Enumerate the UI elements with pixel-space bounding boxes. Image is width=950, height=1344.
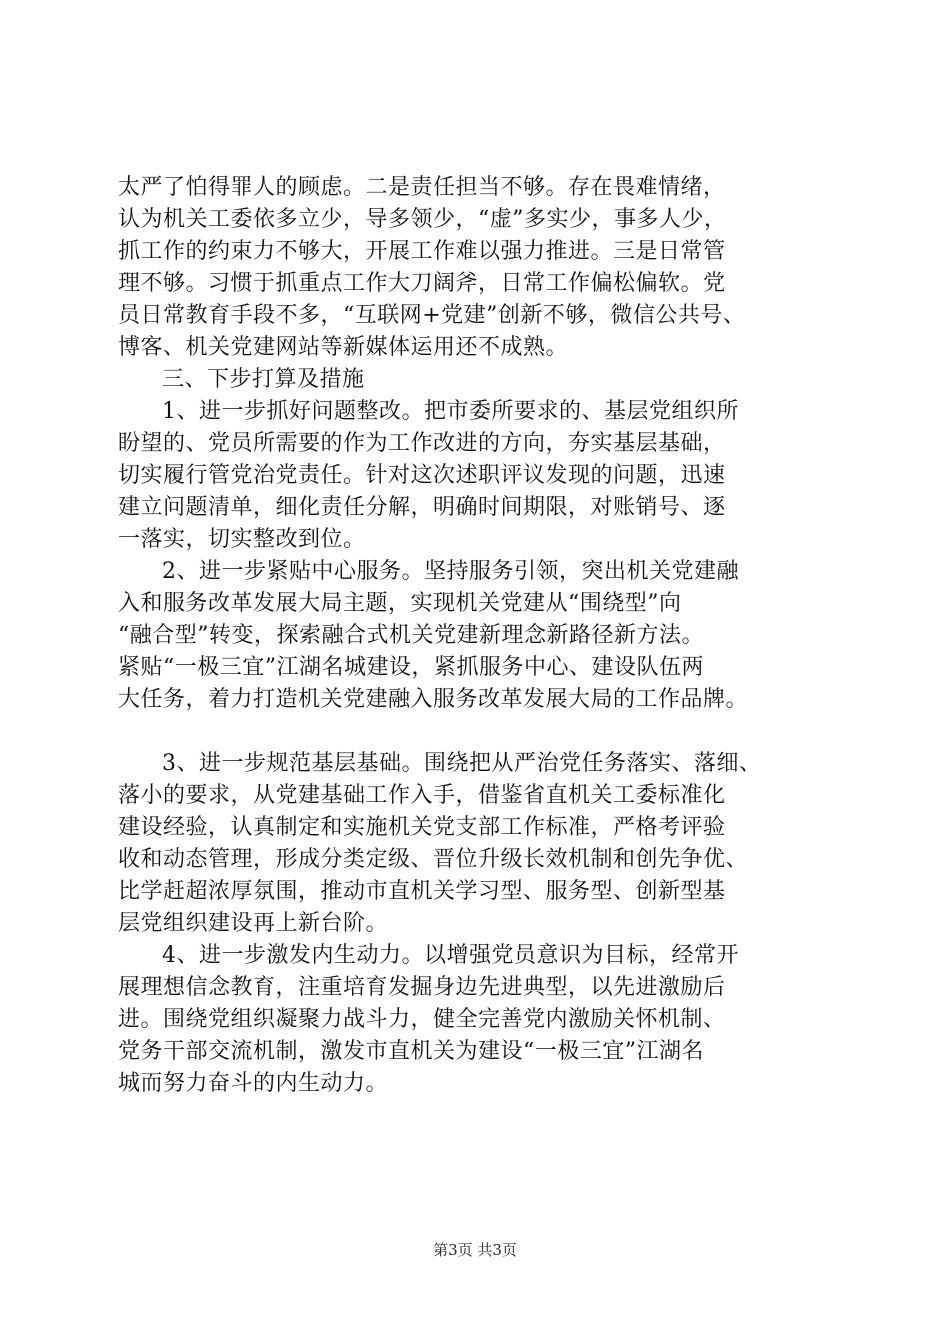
paragraph-line: 理不够。习惯于抓重点工作大刀阔斧，日常工作偏松偏软。党 — [118, 271, 726, 296]
paragraph-gap — [118, 716, 848, 748]
paragraph-line: 抓工作的约束力不够大，开展工作难以强力推进。三是日常管 — [118, 239, 726, 264]
paragraph-line: 入和服务改革发展大局主题，实现机关党建从“围绕型”向 — [118, 591, 682, 616]
page-number: 第3页 共3页 — [433, 1241, 517, 1259]
paragraph-line: 大任务，着力打造机关党建融入服务改革发展大局的工作品牌。 — [118, 687, 749, 712]
paragraph-line: 太严了怕得罪人的顾虑。二是责任担当不够。存在畏难情绪， — [118, 175, 726, 200]
paragraph-line: 层党组织建设再上新台阶。 — [118, 911, 389, 936]
paragraph-line: 收和动态管理，形成分类定级、晋位升级长效机制和创先争优、 — [118, 847, 749, 872]
paragraph-line: 4、进一步激发内生动力。以增强党员意识为目标，经常开 — [162, 943, 739, 968]
paragraph-line: 建立问题清单，细化责任分解，明确时间期限，对账销号、逐 — [118, 495, 726, 520]
paragraph-line: 比学赶超浓厚氛围，推动市直机关学习型、服务型、创新型基 — [118, 879, 726, 904]
paragraph-line: 认为机关工委依多立少，导多领少，“虚”多实少，事多人少， — [118, 207, 727, 232]
paragraph-line: 员日常教育手段不多，“互联网+党建”创新不够，微信公共号、 — [118, 303, 746, 328]
paragraph-line: 城而努力奋斗的内生动力。 — [118, 1071, 389, 1096]
paragraph-line: 切实履行管党治党责任。针对这次述职评议发现的问题，迅速 — [118, 463, 726, 488]
document-body — [118, 172, 848, 1100]
paragraph-line: 展理想信念教育，注重培育发掘身边先进典型，以先进激励后 — [118, 975, 726, 1000]
paragraph-line: 2、进一步紧贴中心服务。坚持服务引领，突出机关党建融 — [162, 559, 739, 584]
paragraph-line: 1、进一步抓好问题整改。把市委所要求的、基层党组织所 — [162, 399, 739, 424]
paragraph-line: 进。围绕党组织凝聚力战斗力，健全完善党内激励关怀机制、 — [118, 1007, 726, 1032]
page-footer — [0, 1240, 950, 1260]
paragraph-line: “融合型”转变，探索融合式机关党建新理念新路径新方法。 — [118, 623, 704, 648]
paragraph-line: 落小的要求，从党建基础工作入手，借鉴省直机关工委标准化 — [118, 783, 726, 808]
paragraph-line: 一落实，切实整改到位。 — [118, 527, 366, 552]
paragraph-line: 博客、机关党建网站等新媒体运用还不成熟。 — [118, 335, 569, 360]
paragraph-line: 党务干部交流机制，激发市直机关为建设“一极三宜”江湖名 — [118, 1039, 704, 1064]
section-heading: 三、下步打算及措施 — [162, 367, 365, 392]
paragraph-line: 建设经验，认真制定和实施机关党支部工作标准，严格考评验 — [118, 815, 726, 840]
paragraph-line: 3、进一步规范基层基础。围绕把从严治党任务落实、落细、 — [162, 751, 762, 776]
paragraph-line: 盼望的、党员所需要的作为工作改进的方向，夯实基层基础， — [118, 431, 726, 456]
paragraph-line: 紧贴“一极三宜”江湖名城建设，紧抓服务中心、建设队伍两 — [118, 655, 704, 680]
